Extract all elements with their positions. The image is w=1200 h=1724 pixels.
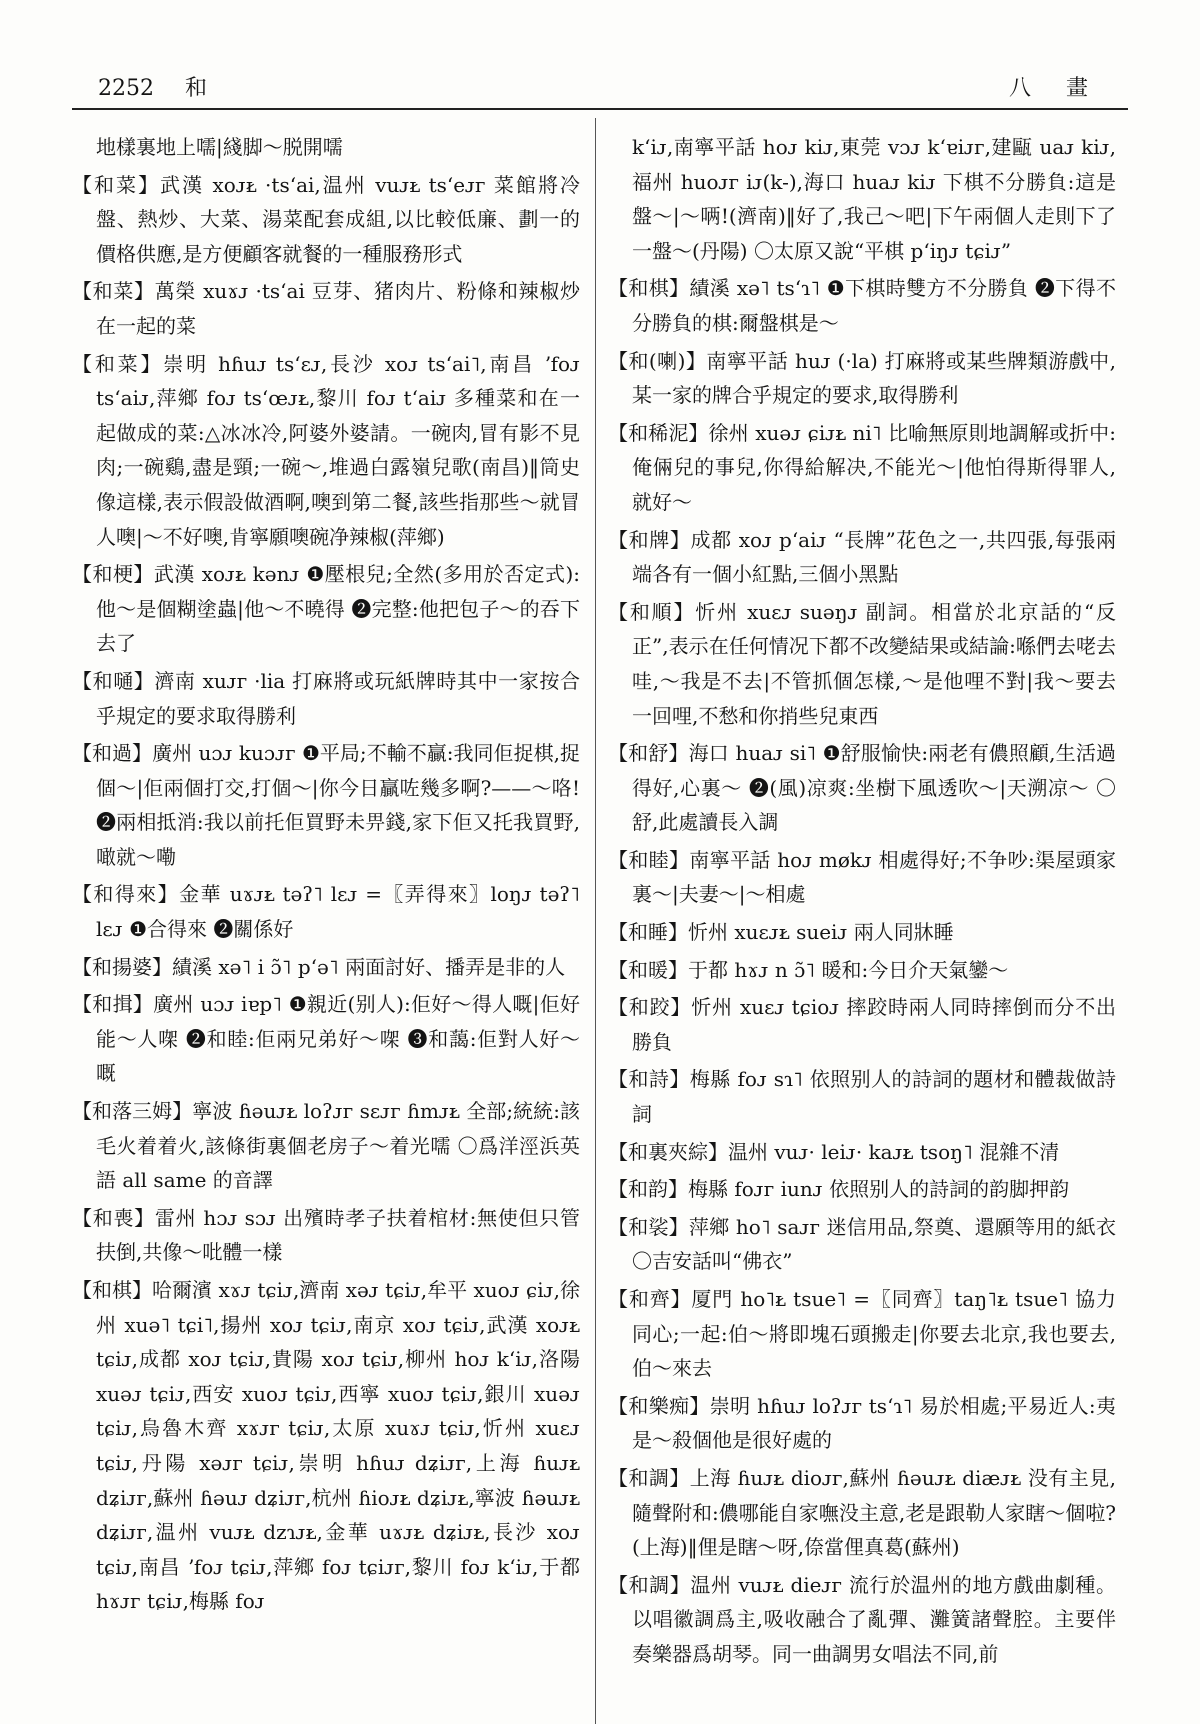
dictionary-entry: 【和順】忻州 xuɛᴊ suəŋᴊ 副詞。相當於北京話的“反正”,表示在任何情况下都不改變結果或結論:喺們去咾去哇,～我是不去|不管抓個怎樣,～是他哩不對|我～要去一回哩,不愁和你捎些兒東西 [608,599,1116,728]
dictionary-entry: 【和得來】金華 uɤᴊᴌ təʔ˥ lɛᴊ =〖弄得來〗loŋᴊ təʔ˥ lɛᴊ ❶合得來 ❷關係好 [72,882,580,942]
dictionary-entry: 【和舒】海口 huaᴊ si˥ ❶舒服愉快:兩老有儂照顧,生活過得好,心裏～ ❷(風)凉爽:坐樹下風透吹～|天溯凉～ 〇舒,此處讀長入調 [608,741,1116,835]
header-left [98,74,207,104]
dictionary-entry: 【和牌】成都 xoᴊ pʻaiᴊ “長牌”花色之一,共四張,每張兩端各有一個小紅點,三個小黑點 [608,527,1116,587]
dictionary-entry: 【和過】廣州 uɔᴊ kuɔᴊᴦ ❶平局;不輸不贏:我同佢捉棋,捉個～|佢兩個打交,打個～|你今日贏咗幾多啊?——～咯!❷兩相抵消:我以前托佢買野未畀錢,家下佢又托我買野,噉就～嘞 [72,741,580,869]
dictionary-entry: 【和睡】忻州 xuɛᴊᴌ sueiᴊ 兩人同牀睡 [608,920,954,945]
dictionary-entry: 【和菜】武漢 xoᴊᴌ ·tsʻai,温州 vuᴊᴌ tsʻeᴊᴦ 菜館將冷盤、熱炒、大菜、湯菜配套成組,以比較低廉、劃一的價格供應,是方便顧客就餐的一種服務形式 [72,172,580,266]
right-column [608,130,1116,1720]
dictionary-entry: 【和棋】績溪 xə˥ tsʻɿ˥ ❶下棋時雙方不分勝負 ❷下得不分勝負的棋:爾盤棋是～ [608,276,1116,335]
dictionary-entry: 【和揖】廣州 uɔᴊ iɐp˥ ❶親近(别人):佢好～得人嘅|佢好能～人㗎 ❷和睦:佢兩兄弟好～㗎 ❸和藹:佢對人好～嘅 [72,992,580,1086]
dictionary-entry: 【和裏夾綜】温州 vuᴊ· leiᴊ· kaᴊᴌ tsoŋ˥ 混雜不清 [608,1139,1060,1164]
dictionary-entry: 地樣裏地上嚅|綫脚～脱開嚅 [96,135,343,159]
dictionary-entry: 【和落三姆】寧波 ɦəuᴊᴌ loʔᴊᴦ sɛᴊᴦ ɦmᴊᴌ 全部;統統:該毛火着着火,該條街裏個老房子～着光嚅 〇爲洋涇浜英語 all same 的音譯 [72,1099,580,1193]
dictionary-entry: 【和齊】厦門 ho˥ᴌ tsue˥ =〖同齊〗taŋ˥ᴌ tsue˥ 協力同心;一起:伯～將即塊石頭搬走|你要去北京,我也要去,伯～來去 [608,1287,1116,1381]
dictionary-entry: 【和菜】崇明 hɦuᴊ tsʻɛᴊ,長沙 xoᴊ tsʻai˥,南昌 ʼfoᴊ tsʻaiᴊ,萍鄉 foᴊ tsʻœᴊᴌ,黎川 foᴊ tʻaiᴊ 多種菜和在一起做成的菜:△冰冰冷,阿婆外婆請。一碗肉,冒有影不見肉;一碗鷄,盡是頸;一碗～,堆過白露嶺兒歌(南昌)‖筒史像這樣,表示假設做酒啊,噢到第二餐,該些指那些～就冒人噢|～不好噢,肯寧願噢碗净辣椒(萍鄉) [72,351,580,549]
dictionary-entry: 【和揚婆】績溪 xə˥ i ɔ̃˥ pʻə˥ 兩面討好、播弄是非的人 [72,954,566,979]
dictionary-entry: 【和調】温州 vuᴊᴌ dieᴊᴦ 流行於温州的地方戲曲劇種。以唱徽調爲主,吸收融合了亂彈、灘簧諸聲腔。主要伴奏樂器爲胡琴。同一曲調男女唱法不同,前 [608,1572,1116,1666]
column-divider [595,118,596,1724]
dictionary-entry: 【和暖】于都 hɤᴊ n ɔ̃˥ 暖和:今日介天氣鑾～ [608,957,1009,982]
dictionary-entry: kʻiᴊ,南寧平話 hoᴊ kiᴊ,東莞 vɔᴊ kʻɐiᴊᴦ,建甌 uaᴊ kiᴊ,福州 huoᴊᴦ iᴊ(k-),海口 huaᴊ kiᴊ 下棋不分勝負:這是盤～|～唡!(濟南)‖好了,我己～吧|下午兩個人走則下了一盤～(丹陽) 〇太原又說“平棋 pʻiŋᴊ tɕiᴊ” [632,135,1116,263]
dictionary-entry: 【和韵】梅縣 foᴊᴦ iunᴊ 依照别人的詩詞的韵脚押韵 [608,1177,1070,1202]
dictionary-entry: 【和稀泥】徐州 xuəᴊ ɕiᴊᴌ ni˥ 比喻無原則地調解或折中:俺倆兒的事兒,你得給解决,不能光～|他怕得斯得罪人,就好～ [608,420,1116,514]
page-number: 2252 [98,76,154,101]
dictionary-entry: 【和樂痴】崇明 hɦuᴊ loʔᴊᴦ tsʻɿ˥ 易於相處;平易近人:夷是～殺個他是很好處的 [608,1393,1116,1453]
dictionary-entry: 【和(喇)】南寧平話 huᴊ (·la) 打麻將或某些牌類游戲中,某一家的牌合乎規定的要求,取得勝利 [608,348,1116,408]
dictionary-entry: 【和詩】梅縣 foᴊ sɿ˥ 依照别人的詩詞的題材和體裁做詩詞 [608,1067,1116,1127]
dictionary-entry: 【和棋】哈爾濱 xɤᴊ tɕiᴊ,濟南 xəᴊ tɕiᴊ,牟平 xuoᴊ ɕiᴊ,徐州 xuə˥ tɕi˥,揚州 xoᴊ tɕiᴊ,南京 xoᴊ tɕiᴊ,武漢 xoᴊᴌ tɕiᴊ,成都 xoᴊ tɕiᴊ,貴陽 xoᴊ tɕiᴊ,柳州 hoᴊ kʻiᴊ,洛陽 xuəᴊ tɕiᴊ,西安 xuoᴊ tɕiᴊ,西寧 xuoᴊ tɕiᴊ,銀川 xuəᴊ tɕiᴊ,烏魯木齊 xɤᴊᴦ tɕiᴊ,太原 xuɤᴊ tɕiᴊ,忻州 xuɛᴊ tɕiᴊ,丹陽 xəᴊᴦ tɕiᴊ,崇明 hɦuᴊ dʑiᴊᴦ,上海 ɦuᴊᴌ dʑiᴊᴦ,蘇州 ɦəuᴊ dʑiᴊᴦ,杭州 ɦioᴊᴌ dʑiᴊᴌ,寧波 ɦəuᴊᴌ dʑiᴊᴦ,温州 vuᴊᴌ dzɿᴊᴌ,金華 uɤᴊᴌ dʑiᴊᴌ,長沙 xoᴊ tɕiᴊ,南昌 ʼfoᴊ tɕiᴊ,萍鄉 foᴊ tɕiᴊᴦ,黎川 foᴊ kʻiᴊ,于都 hɤᴊᴦ tɕiᴊ,梅縣 foᴊ [72,1278,580,1614]
dictionary-entry: 【和梗】武漢 xoᴊᴌ kənᴊ ❶壓根兒;全然(多用於否定式):他～是個糊塗蟲|他～不曉得 ❷完整:他把包子～的吞下去了 [72,562,580,656]
dictionary-entry: 【和喪】雷州 hɔᴊ sɔᴊ 出殯時孝子扶着棺材:無使但只管扶倒,共像～吡體一樣 [72,1205,580,1265]
dictionary-entry: 【和睦】南寧平話 hoᴊ møkᴊ 相處得好;不争吵:渠屋頭家裏～|夫妻～|～相處 [608,847,1116,907]
dictionary-entry: 【和菜】萬榮 xuɤᴊ ·tsʻai 豆芽、猪肉片、粉條和辣椒炒在一起的菜 [72,279,580,338]
page-header [72,70,1128,110]
dictionary-entry: 【和裟】萍鄉 ho˥ saᴊᴦ 迷信用品,祭奠、還願等用的紙衣 〇吉安話叫“佛衣” [608,1214,1116,1274]
left-column [72,130,580,1720]
header-character: 和 [185,76,208,101]
dictionary-entry: 【和調】上海 ɦuᴊᴌ dioᴊᴦ,蘇州 ɦəuᴊᴌ diæᴊᴌ 没有主見,隨聲附和:儂哪能自家嘸没主意,老是跟勒人家瞎～個啦?(上海)‖俚是瞎～呀,倷當俚真葛(蘇州) [608,1465,1116,1560]
section-title: 八 畫 [1009,76,1102,101]
dictionary-entry: 【和嗵】濟南 xuᴊᴦ ·lia 打麻將或玩紙牌時其中一家按合乎規定的要求取得勝利 [72,668,580,728]
dictionary-entry: 【和跤】忻州 xuɛᴊ tɕioᴊ 摔跤時兩人同時摔倒而分不出勝負 [608,995,1116,1054]
